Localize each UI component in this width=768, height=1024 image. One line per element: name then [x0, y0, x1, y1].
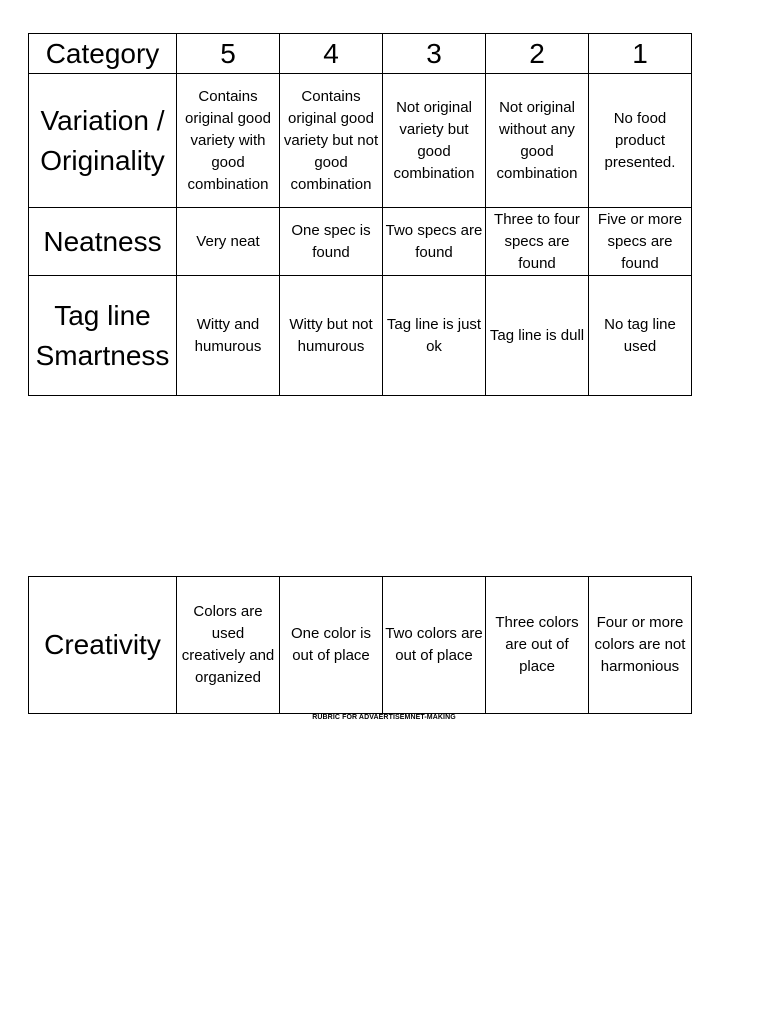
- rubric-table-top: [28, 33, 692, 396]
- cell-neatness-4: One spec is found: [280, 208, 383, 276]
- cell-creativity-3: Two colors are out of place: [383, 577, 486, 714]
- category-header: Category: [29, 34, 177, 74]
- cell-neatness-1: Five or more specs are found: [589, 208, 692, 276]
- cell-creativity-1: Four or more colors are not harmonious: [589, 577, 692, 714]
- cell-neatness-2: Three to four specs are found: [486, 208, 589, 276]
- rubric-table-creativity: [28, 576, 692, 714]
- cell-tagline-4: Witty but not humurous: [280, 276, 383, 396]
- cell-variation-5: Contains original good variety with good combination: [177, 74, 280, 208]
- row-neatness: [29, 208, 692, 276]
- cell-neatness-3: Two specs are found: [383, 208, 486, 276]
- row-tag-line: [29, 276, 692, 396]
- cell-creativity-5: Colors are used creatively and organized: [177, 577, 280, 714]
- score-header-1: 1: [589, 34, 692, 74]
- cell-tagline-3: Tag line is just ok: [383, 276, 486, 396]
- category-tag-line-smartness: Tag line Smartness: [29, 276, 177, 396]
- cell-creativity-4: One color is out of place: [280, 577, 383, 714]
- cell-tagline-5: Witty and humurous: [177, 276, 280, 396]
- score-header-3: 3: [383, 34, 486, 74]
- cell-neatness-5: Very neat: [177, 208, 280, 276]
- rubric-caption: RUBRIC FOR ADVAERTISEMNET-MAKING: [312, 714, 456, 721]
- cell-variation-2: Not original without any good combination: [486, 74, 589, 208]
- score-header-2: 2: [486, 34, 589, 74]
- cell-variation-3: Not original variety but good combination: [383, 74, 486, 208]
- cell-variation-1: No food product presented.: [589, 74, 692, 208]
- cell-tagline-1: No tag line used: [589, 276, 692, 396]
- cell-creativity-2: Three colors are out of place: [486, 577, 589, 714]
- score-header-4: 4: [280, 34, 383, 74]
- category-creativity: Creativity: [29, 577, 177, 714]
- header-row: [29, 34, 692, 74]
- cell-tagline-2: Tag line is dull: [486, 276, 589, 396]
- category-neatness: Neatness: [29, 208, 177, 276]
- row-variation-originality: [29, 74, 692, 208]
- category-variation-originality: Variation / Originality: [29, 74, 177, 208]
- row-creativity: [29, 577, 692, 714]
- score-header-5: 5: [177, 34, 280, 74]
- cell-variation-4: Contains original good variety but not good combination: [280, 74, 383, 208]
